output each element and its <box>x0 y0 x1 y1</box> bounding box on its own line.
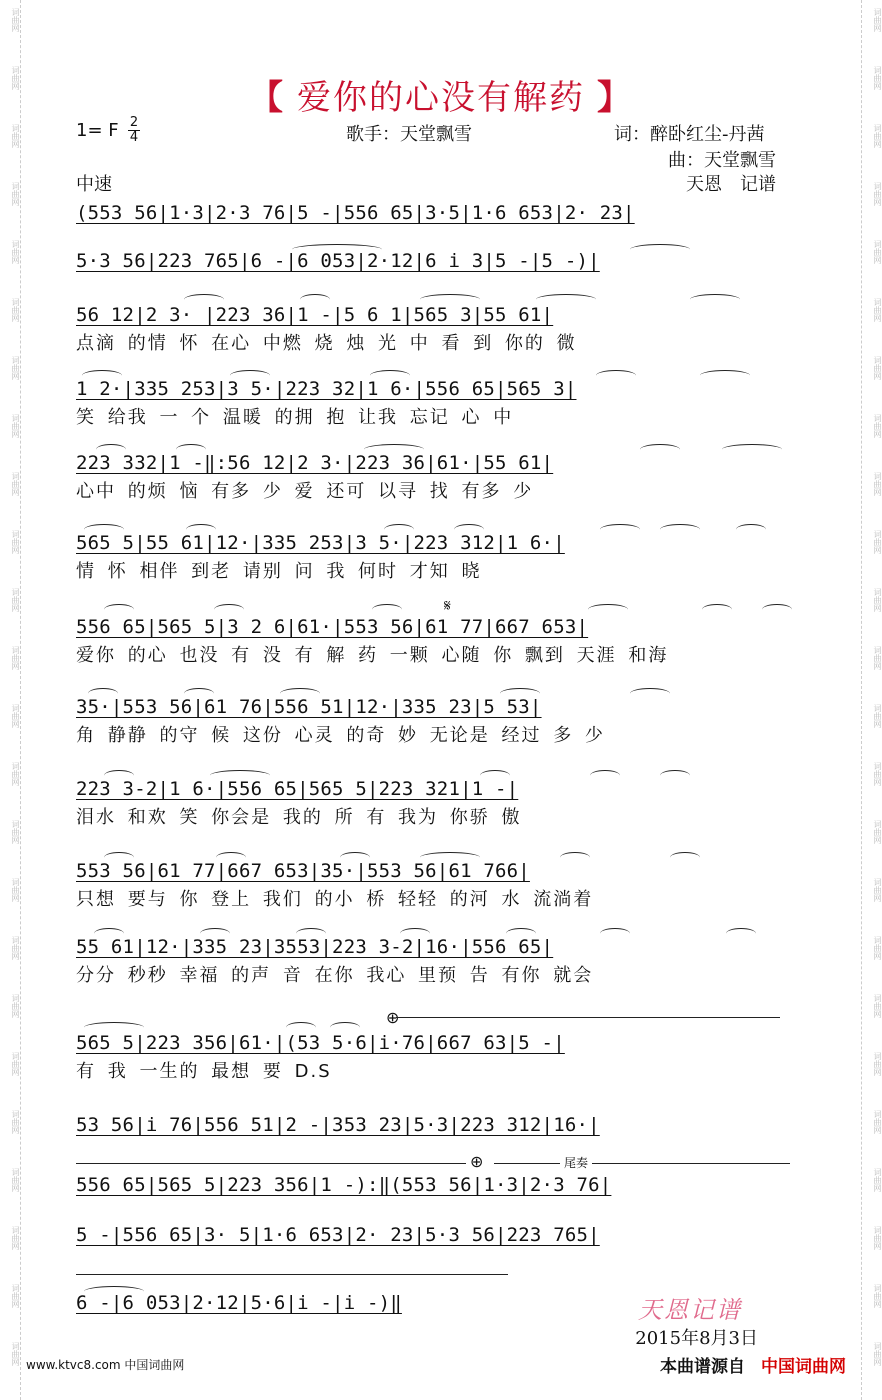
tempo-marking: 中速 <box>76 174 112 195</box>
side-watermark: 词曲网 <box>873 936 882 960</box>
slur-arc <box>330 1022 360 1033</box>
side-watermark: 词曲网 <box>873 1168 882 1192</box>
slur-arc <box>292 244 382 255</box>
slur-arc <box>296 928 326 939</box>
ending-bracket-1 <box>396 1017 780 1018</box>
slur-arc <box>660 524 700 535</box>
side-watermark: 词曲网 <box>11 878 20 902</box>
slur-arc <box>214 604 244 615</box>
side-watermark: 词曲网 <box>873 530 882 554</box>
side-watermark: 词曲网 <box>11 472 20 496</box>
lyric-row: 角 静静 的守 候 这份 心灵 的奇 妙 无论是 经过 多 少 <box>76 725 605 746</box>
slur-arc <box>286 1022 316 1033</box>
composer-credit: 曲：天堂飘雪 <box>668 150 776 171</box>
time-sig-top: 2 <box>129 115 139 130</box>
slur-arc <box>184 294 224 305</box>
side-watermark: 词曲网 <box>873 8 882 32</box>
slur-arc <box>300 294 330 305</box>
slur-arc <box>536 294 596 305</box>
slur-arc <box>104 852 134 863</box>
footer-site: www.ktvc8.com 中国词曲网 <box>26 1358 185 1372</box>
side-watermark: 词曲网 <box>873 878 882 902</box>
title-bracket-left: 【 <box>249 78 285 118</box>
side-watermark: 词曲网 <box>11 1052 20 1076</box>
slur-arc <box>372 604 402 615</box>
slur-arc <box>700 370 750 381</box>
footer-brand: 中国词曲网 <box>761 1357 846 1377</box>
side-watermark: 词曲网 <box>11 1342 20 1366</box>
notation-row: 565 5|55 61|12·|335 253|3 5·|223 312|1 6·| <box>76 532 565 554</box>
slur-arc <box>630 688 670 699</box>
notation-row: 53 56|i 76|556 51|2 -|353 23|5·3|223 312|16·| <box>76 1114 600 1136</box>
slur-arc <box>88 688 118 699</box>
lyric-row: 爱你 的心 也没 有 没 有 解 药 一颗 心随 你 飘到 天涯 和海 <box>76 645 669 666</box>
side-watermark: 词曲网 <box>873 704 882 728</box>
side-watermark: 词曲网 <box>11 588 20 612</box>
side-watermark: 词曲网 <box>11 182 20 206</box>
side-watermark: 词曲网 <box>873 66 882 90</box>
transcriber-signature: 天恩记谱 <box>638 1296 742 1324</box>
side-watermark: 词曲网 <box>11 356 20 380</box>
slur-arc <box>96 444 126 455</box>
slur-arc <box>94 928 124 939</box>
slur-arc <box>762 604 792 615</box>
side-watermark: 词曲网 <box>11 66 20 90</box>
side-watermark: 词曲网 <box>11 530 20 554</box>
side-watermark: 词曲网 <box>873 472 882 496</box>
side-watermark: 词曲网 <box>873 820 882 844</box>
slur-arc <box>210 770 270 781</box>
key-signature: 1= F <box>76 120 119 141</box>
side-watermark: 词曲网 <box>11 240 20 264</box>
notation-row: 553 56|61 77|667 653|35·|553 56|61 766| <box>76 860 530 882</box>
side-watermark: 词曲网 <box>11 936 20 960</box>
side-watermark: 词曲网 <box>873 1284 882 1308</box>
side-watermark: 词曲网 <box>873 182 882 206</box>
slur-arc <box>480 770 510 781</box>
lyric-row: 情 怀 相伴 到老 请别 问 我 何时 才知 晓 <box>76 561 482 582</box>
slur-arc <box>722 444 782 455</box>
slur-arc <box>590 770 620 781</box>
side-watermark: 词曲网 <box>873 1342 882 1366</box>
side-watermark: 词曲网 <box>873 588 882 612</box>
lyric-row: 泪水 和欢 笑 你会是 我的 所 有 我为 你骄 傲 <box>76 807 522 828</box>
side-watermark: 词曲网 <box>873 1226 882 1250</box>
footer-source <box>660 1352 846 1377</box>
side-watermark: 词曲网 <box>11 414 20 438</box>
slur-arc <box>176 444 206 455</box>
side-watermark: 词曲网 <box>873 298 882 322</box>
slur-arc <box>384 524 414 535</box>
slur-arc <box>690 294 740 305</box>
slur-arc <box>640 444 680 455</box>
side-watermark: 词曲网 <box>11 646 20 670</box>
slur-arc <box>184 688 214 699</box>
notation-row: 35·|553 56|61 76|556 51|12·|335 23|5 53| <box>76 696 542 718</box>
slur-arc <box>630 244 690 255</box>
slur-arc <box>506 928 536 939</box>
slur-arc <box>454 524 484 535</box>
ending-bracket-2 <box>76 1163 466 1164</box>
coda-sign: ⊕ <box>386 1008 400 1027</box>
notation-row: 55 61|12·|335 23|3553|223 3-2|16·|556 65| <box>76 936 554 958</box>
side-watermark: 词曲网 <box>873 1110 882 1134</box>
side-watermark: 词曲网 <box>11 762 20 786</box>
slur-arc <box>84 1286 144 1297</box>
slur-arc <box>370 370 410 381</box>
lyric-row: 只想 要与 你 登上 我们 的小 桥 轻轻 的河 水 流淌着 <box>76 889 594 910</box>
side-watermark: 词曲网 <box>11 994 20 1018</box>
slur-arc <box>560 852 590 863</box>
notation-row: 5·3 56|223 765|6 -|6 053|2·12|6 i 3|5 -|5 -)| <box>76 250 600 272</box>
slur-arc <box>420 294 480 305</box>
notation-row: 1 2·|335 253|3 5·|223 32|1 6·|556 65|565 3| <box>76 378 577 400</box>
slur-arc <box>104 770 134 781</box>
coda-sign-2: ⊕ <box>470 1152 484 1171</box>
time-sig-bottom: 4 <box>129 130 139 145</box>
outro-label: 尾奏 <box>560 1154 592 1171</box>
notation-row: 5 -|556 65|3· 5|1·6 653|2· 23|5·3 56|223 765| <box>76 1224 600 1246</box>
lyric-row: 分分 秒秒 幸福 的声 音 在你 我心 里预 告 有你 就会 <box>76 965 594 986</box>
slur-arc <box>200 928 230 939</box>
slur-arc <box>600 524 640 535</box>
notation-row: (553 56|1·3|2·3 76|5 -|556 65|3·5|1·6 653|2· 23| <box>76 202 635 224</box>
transcription-date: 2015年8月3日 <box>635 1328 758 1349</box>
slur-arc <box>670 852 700 863</box>
slur-arc <box>84 524 124 535</box>
notation-row: 56 12|2 3· |223 36|1 -|5 6 1|565 3|55 61| <box>76 304 554 326</box>
side-watermark: 词曲网 <box>873 356 882 380</box>
slur-arc <box>420 852 480 863</box>
transcriber-credit: 天恩 记谱 <box>686 174 776 195</box>
lyric-row: 笑 给我 一 个 温暖 的拥 抱 让我 忘记 心 中 <box>76 407 514 428</box>
side-watermark: 词曲网 <box>11 820 20 844</box>
notation-row: 565 5|223 356|61·|(53 5·6|i·76|667 63|5 -| <box>76 1032 565 1054</box>
notation-row: 223 3-2|1 6·|556 65|565 5|223 321|1 -| <box>76 778 519 800</box>
outro-bracket <box>494 1163 790 1164</box>
slur-arc <box>280 688 320 699</box>
slur-arc <box>216 852 246 863</box>
side-watermark: 词曲网 <box>873 124 882 148</box>
slur-arc <box>596 370 636 381</box>
footer-source-label: 本曲谱源自 <box>660 1357 745 1377</box>
side-watermark: 词曲网 <box>11 1226 20 1250</box>
notation-row: 223 332|1 -‖:56 12|2 3·|223 36|61·|55 61| <box>76 452 554 474</box>
notation-row: 6 -|6 053|2·12|5·6|i -|i -)‖ <box>76 1292 402 1314</box>
slur-arc <box>500 688 540 699</box>
song-title <box>0 70 882 119</box>
side-watermark: 词曲网 <box>11 1284 20 1308</box>
title-text: 爱你的心没有解药 <box>297 78 585 118</box>
slur-arc <box>186 524 216 535</box>
slur-arc <box>600 928 630 939</box>
side-watermark: 词曲网 <box>873 646 882 670</box>
lyric-row: 点滴 的情 怀 在心 中燃 烧 烛 光 中 看 到 你的 微 <box>76 333 577 354</box>
slur-arc <box>84 1022 144 1033</box>
slur-arc <box>660 770 690 781</box>
slur-arc <box>736 524 766 535</box>
side-watermark: 词曲网 <box>11 1168 20 1192</box>
side-watermark: 词曲网 <box>11 704 20 728</box>
slur-arc <box>726 928 756 939</box>
notation-row: 556 65|565 5|223 356|1 -):‖(553 56|1·3|2·3 76| <box>76 1174 612 1196</box>
side-watermark: 词曲网 <box>873 414 882 438</box>
side-watermark: 词曲网 <box>873 1052 882 1076</box>
side-watermark: 词曲网 <box>11 8 20 32</box>
slur-arc <box>702 604 732 615</box>
title-bracket-right: 】 <box>597 78 633 118</box>
notation-row: 556 65|565 5|3 2 6|61·|553 56|61 77|667 653| <box>76 616 589 638</box>
lyric-row: 心中 的烦 恼 有多 少 爱 还可 以寻 找 有多 少 <box>76 481 534 502</box>
segno-sign: 𝄋 <box>444 596 451 615</box>
slur-arc <box>82 370 122 381</box>
side-watermark: 词曲网 <box>873 994 882 1018</box>
side-watermark: 词曲网 <box>11 1110 20 1134</box>
slur-arc <box>340 852 370 863</box>
singer-credit: 歌手：天堂飘雪 <box>346 124 472 145</box>
side-watermark: 词曲网 <box>11 124 20 148</box>
lyric-row: 有 我 一生的 最想 要 D.S <box>76 1061 332 1082</box>
lyricist-credit: 词：醉卧红尘-丹茜 <box>614 124 765 145</box>
side-watermark: 词曲网 <box>873 240 882 264</box>
slur-arc <box>588 604 628 615</box>
slur-arc <box>400 928 430 939</box>
slur-arc <box>230 370 270 381</box>
side-watermark: 词曲网 <box>11 298 20 322</box>
time-signature <box>128 116 140 145</box>
slur-arc <box>104 604 134 615</box>
final-bracket <box>76 1274 508 1275</box>
slur-arc <box>364 444 424 455</box>
side-watermark: 词曲网 <box>873 762 882 786</box>
